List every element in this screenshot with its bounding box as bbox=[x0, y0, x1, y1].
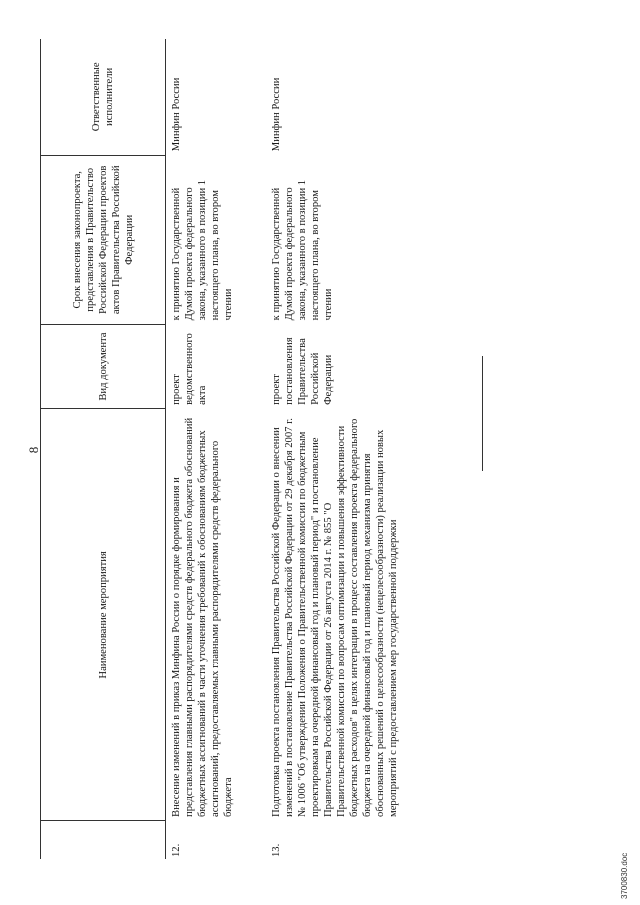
end-separator-line bbox=[482, 356, 483, 471]
row-number: 12. bbox=[171, 843, 182, 857]
row-number: 13. bbox=[271, 843, 282, 857]
row-doc-type: проект постановления Правительства Российской Федерации bbox=[271, 337, 334, 405]
header-responsible: Ответственные исполнители bbox=[41, 39, 166, 155]
header-number bbox=[41, 821, 166, 859]
header-term: Срок внесения законопроекта, представления в Правительство Российской Федерации проектов актов Правительства Российской Федерации bbox=[41, 155, 166, 324]
header-name: Наименование мероприятия bbox=[41, 409, 166, 821]
measures-table bbox=[40, 39, 406, 859]
header-doc-type: Вид документа bbox=[41, 324, 166, 409]
row-name: Внесение изменений в приказ Минфина России о порядке формирования и представления главными распорядителями средств федерального бюджета обоснований бюджетных ассигнований в части уточнения требований к обоснованиям бюджетных ассигнований, предоставляемых главными распорядителями средств федерального бюджета bbox=[171, 417, 234, 817]
row-responsible: Минфин России bbox=[171, 77, 182, 152]
table-row bbox=[166, 39, 267, 859]
row-term: к принятию Государственной Думой проекта федерального закона, указанного в позиции 1 настоящего плана, во втором чтении bbox=[271, 179, 334, 321]
table-header-row bbox=[41, 39, 166, 859]
page-number: 8 bbox=[26, 446, 41, 454]
table-row bbox=[266, 39, 406, 859]
row-term: к принятию Государственной Думой проекта федерального закона, указанного в позиции 1 настоящего плана, во втором чтении bbox=[171, 179, 234, 321]
row-responsible: Минфин России bbox=[271, 77, 282, 152]
row-name: Подготовка проекта постановления Правительства Российской Федерации о внесении изменений в постановление Правительства Российской Федерации от 29 декабря 2007 г. № 1006 "Об утверждении Положения о Правительственной комиссии по бюджетным проектировкам на очередной финансовый год и плановый период" и постановление Правительства Российской Федерации от 26 августа 2014 г. № 855 "О Правительственной комиссии по вопросам оптимизации и повышения эффективности бюджетных расходов" в целях интеграции в процесс составления проекта федерального бюджета на очередной финансовый год и плановый период механизма принятия обоснованных решений о целесообразности (нецелесообразности) реализации новых мероприятий с предоставлением мер государственной поддержки bbox=[271, 418, 399, 817]
document-code: 3700830.doc bbox=[620, 852, 629, 899]
row-doc-type: проект ведомственного акта bbox=[171, 333, 208, 405]
